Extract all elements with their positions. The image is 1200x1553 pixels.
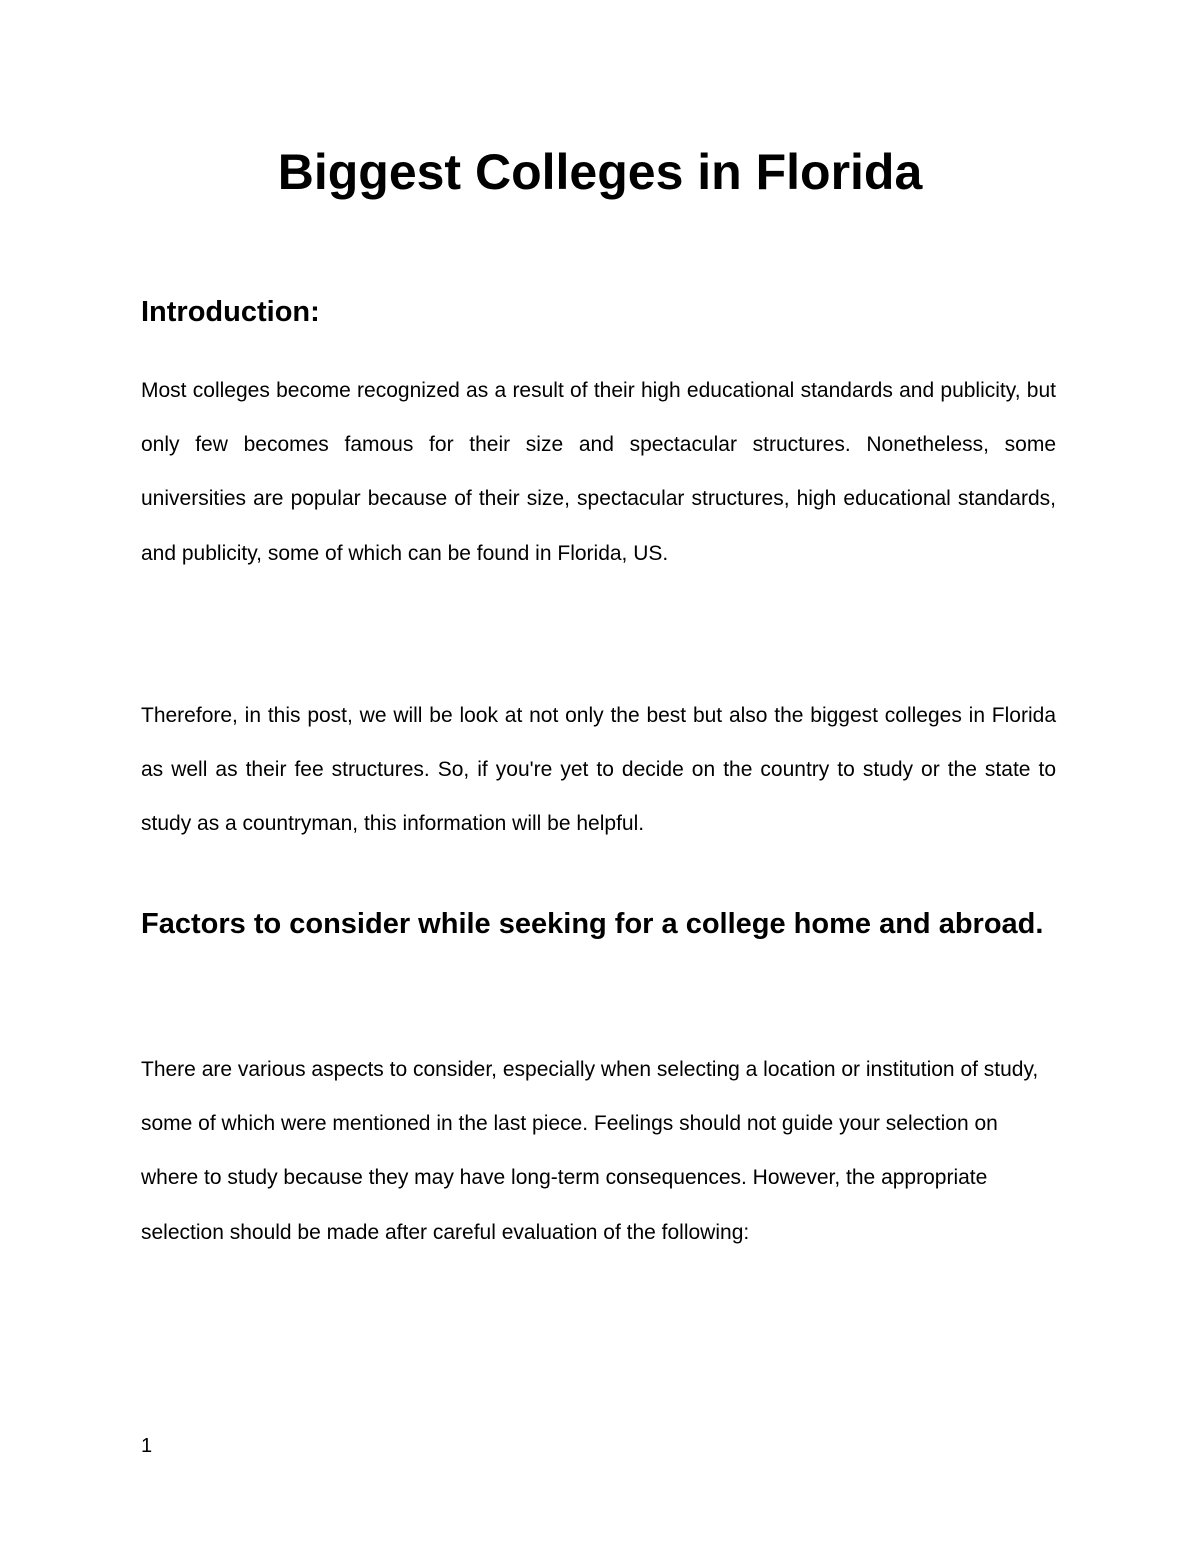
page-title: Biggest Colleges in Florida: [277, 144, 923, 200]
factors-paragraph: There are various aspects to consider, especially when selecting a location or institution of study, some of which were mentioned in the last piece. Feelings should not guide your selection on where to study because they may have long-term consequences. However, the appropriate selection should be made after careful evaluation of the following:: [141, 1058, 1039, 1244]
introduction-heading: Introduction:: [141, 296, 320, 328]
intro-paragraph-1: Most colleges become recognized as a result of their high educational standards and publicity, but only few becomes famous for their size and spectacular structures. Nonetheless, some universities are popular because of their size, spectacular structures, high educational standards, and publicity, some of which can be found in Florida, US.: [141, 379, 1056, 565]
page-number: 1: [141, 1435, 153, 1457]
intro-paragraph-2: Therefore, in this post, we will be look at not only the best but also the biggest colleges in Florida as well as their fee structures. So, if you're yet to decide on the country to study or the state to study as a countryman, this information will be helpful.: [141, 704, 1056, 836]
factors-heading: Factors to consider while seeking for a college home and abroad.: [141, 908, 1044, 940]
